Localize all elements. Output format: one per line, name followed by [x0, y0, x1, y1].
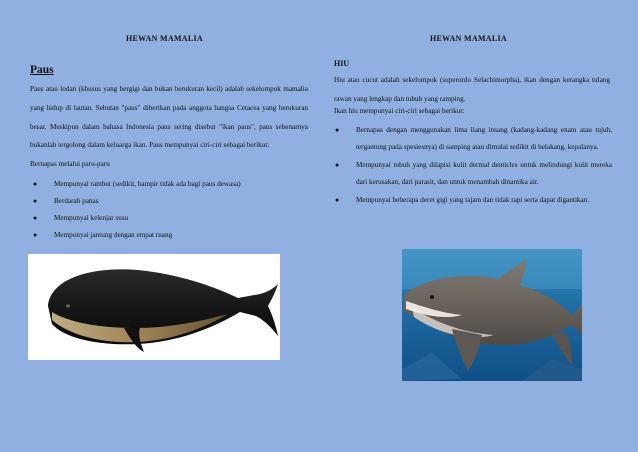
paus-intro: Bernapas melalui paru-paru: [30, 160, 110, 168]
list-item: ● Mempunyai beberapa deret gigi yang tajam dan tidak rapi serta dapat digantikan.: [332, 192, 612, 209]
right-header: HEWAN MAMALIA: [430, 34, 508, 43]
bullet-icon: ●: [33, 180, 38, 188]
bullet-icon: ●: [33, 197, 38, 205]
shark-illustration: [402, 249, 582, 381]
bullet-icon: ●: [335, 196, 340, 204]
hiu-title: HIU: [334, 59, 350, 68]
bullet-icon: ●: [335, 161, 340, 169]
bullet-icon: ●: [33, 231, 38, 239]
hiu-intro: Ikan hiu mempunyai ciri-ciri sebagai berikut:: [334, 107, 465, 115]
list-item: ● Berdarah panas: [30, 193, 310, 209]
bullet-icon: ●: [335, 126, 340, 134]
left-header: HEWAN MAMALIA: [126, 34, 204, 43]
list-item: ● Mempunyai kelenjar susu: [30, 210, 310, 226]
hiu-paragraph: Hiu atau cucut adalah sekelompok (superordo Selachimorpha), ikan dengan kerangka tulang rawan yang lengkap dan tubuh yang ramping.: [334, 76, 610, 103]
list-item: ● Bernapas dengan menggunakan lima liang insang (kadang-kadang enam atau tujuh, tergantung pada spesiesnya) di samping atau dimulai sedikit di belakang, kepalanya.: [332, 122, 612, 156]
bullet-icon: ●: [33, 214, 38, 222]
paus-bullet-list: [30, 176, 310, 244]
list-item: ● Mempunyai rambut (sedikit, hampir tidak ada bagi paus dewasa): [30, 176, 310, 192]
list-item: ● Mempunyai jantung dengan empat ruang: [30, 227, 310, 243]
whale-illustration: [28, 254, 280, 360]
paus-paragraph: Paus atau lodan (khusus yang bergigi dan bukan berukuran kecil) adalah sekelompok mamalia yang hidup di lautan. Sebutan "paus" diberikan pada anggota bangsa Cetacea yang berukuran besar. Meskipun dalam bahasa Indonesia paus sering disebut "ikan paus", paus sebenarnya bukanlah tergolong dalam keluarga ikan. Paus mempunyai ciri-ciri sebagai berikut:: [30, 85, 308, 150]
whale-image: [28, 254, 280, 360]
shark-image: [402, 249, 582, 381]
paus-title: Paus: [30, 64, 54, 76]
hiu-bullet-list: [332, 122, 612, 210]
list-item: ● Mempunyai tubuh yang dilapisi kulit dermal denticles untuk melindungi kulit mereka dari kerusakan, dari parasit, dan untuk menambah dinamika air.: [332, 157, 612, 191]
